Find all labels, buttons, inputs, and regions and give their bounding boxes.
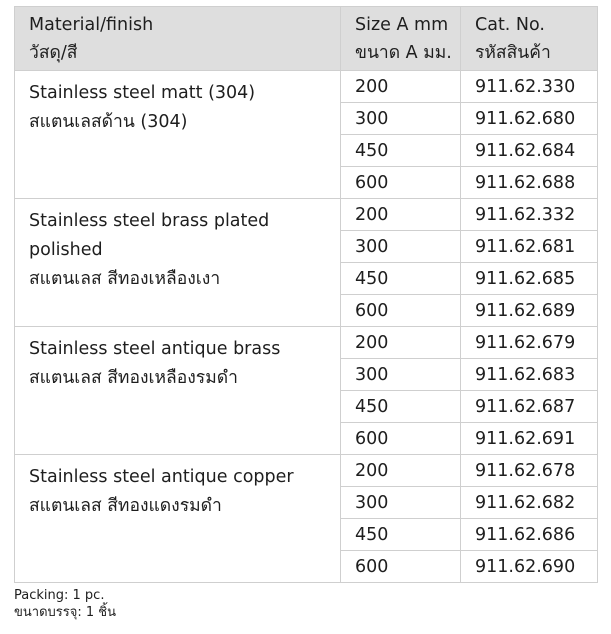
packing-note <box>14 587 116 621</box>
size-cell: 300 <box>341 103 461 135</box>
size-cell: 600 <box>341 295 461 327</box>
material-en: Stainless steel antique brass <box>29 339 281 359</box>
material-cell <box>15 327 341 455</box>
material-th: สแตนเลส สีทองเหลืองรมดำ <box>29 368 238 388</box>
header-cat-no: Cat. No. รหัสสินค้า <box>461 7 598 71</box>
header-material: Material/finish วัสดุ/สี <box>15 7 341 71</box>
material-cell <box>15 455 341 583</box>
table-row <box>15 199 598 231</box>
material-en: Stainless steel brass plated polished <box>29 211 270 260</box>
cat-no-cell: 911.62.688 <box>461 167 598 199</box>
cat-no-cell: 911.62.332 <box>461 199 598 231</box>
cat-no-cell: 911.62.330 <box>461 71 598 103</box>
cat-no-cell: 911.62.683 <box>461 359 598 391</box>
product-table <box>14 6 598 583</box>
table-row <box>15 71 598 103</box>
cat-no-cell: 911.62.681 <box>461 231 598 263</box>
material-en: Stainless steel antique copper <box>29 467 294 487</box>
size-cell: 200 <box>341 327 461 359</box>
size-cell: 300 <box>341 231 461 263</box>
cat-no-cell: 911.62.686 <box>461 519 598 551</box>
cat-no-cell: 911.62.687 <box>461 391 598 423</box>
size-cell: 300 <box>341 359 461 391</box>
size-cell: 200 <box>341 455 461 487</box>
packing-en: Packing: 1 pc. <box>14 588 105 603</box>
cat-no-cell: 911.62.691 <box>461 423 598 455</box>
cat-no-cell: 911.62.684 <box>461 135 598 167</box>
size-cell: 450 <box>341 391 461 423</box>
size-cell: 450 <box>341 519 461 551</box>
size-cell: 200 <box>341 71 461 103</box>
size-cell: 450 <box>341 135 461 167</box>
table-row <box>15 455 598 487</box>
size-cell: 600 <box>341 423 461 455</box>
size-cell: 450 <box>341 263 461 295</box>
cat-no-cell: 911.62.680 <box>461 103 598 135</box>
cat-no-cell: 911.62.678 <box>461 455 598 487</box>
material-th: สแตนเลส สีทองเหลืองเงา <box>29 269 221 289</box>
material-cell <box>15 71 341 199</box>
material-en: Stainless steel matt (304) <box>29 83 256 103</box>
material-th: สแตนเลส สีทองแดงรมดำ <box>29 496 222 516</box>
cat-no-cell: 911.62.679 <box>461 327 598 359</box>
material-th: สแตนเลสด้าน (304) <box>29 112 188 132</box>
size-cell: 600 <box>341 551 461 583</box>
header-size: Size A mm ขนาด A มม. <box>341 7 461 71</box>
cat-no-cell: 911.62.682 <box>461 487 598 519</box>
packing-th: ขนาดบรรจุ: 1 ชิ้น <box>14 605 116 620</box>
cat-no-cell: 911.62.685 <box>461 263 598 295</box>
size-cell: 200 <box>341 199 461 231</box>
cat-no-cell: 911.62.689 <box>461 295 598 327</box>
header-row <box>15 7 598 71</box>
cat-no-cell: 911.62.690 <box>461 551 598 583</box>
size-cell: 300 <box>341 487 461 519</box>
material-cell <box>15 199 341 327</box>
size-cell: 600 <box>341 167 461 199</box>
table-row <box>15 327 598 359</box>
